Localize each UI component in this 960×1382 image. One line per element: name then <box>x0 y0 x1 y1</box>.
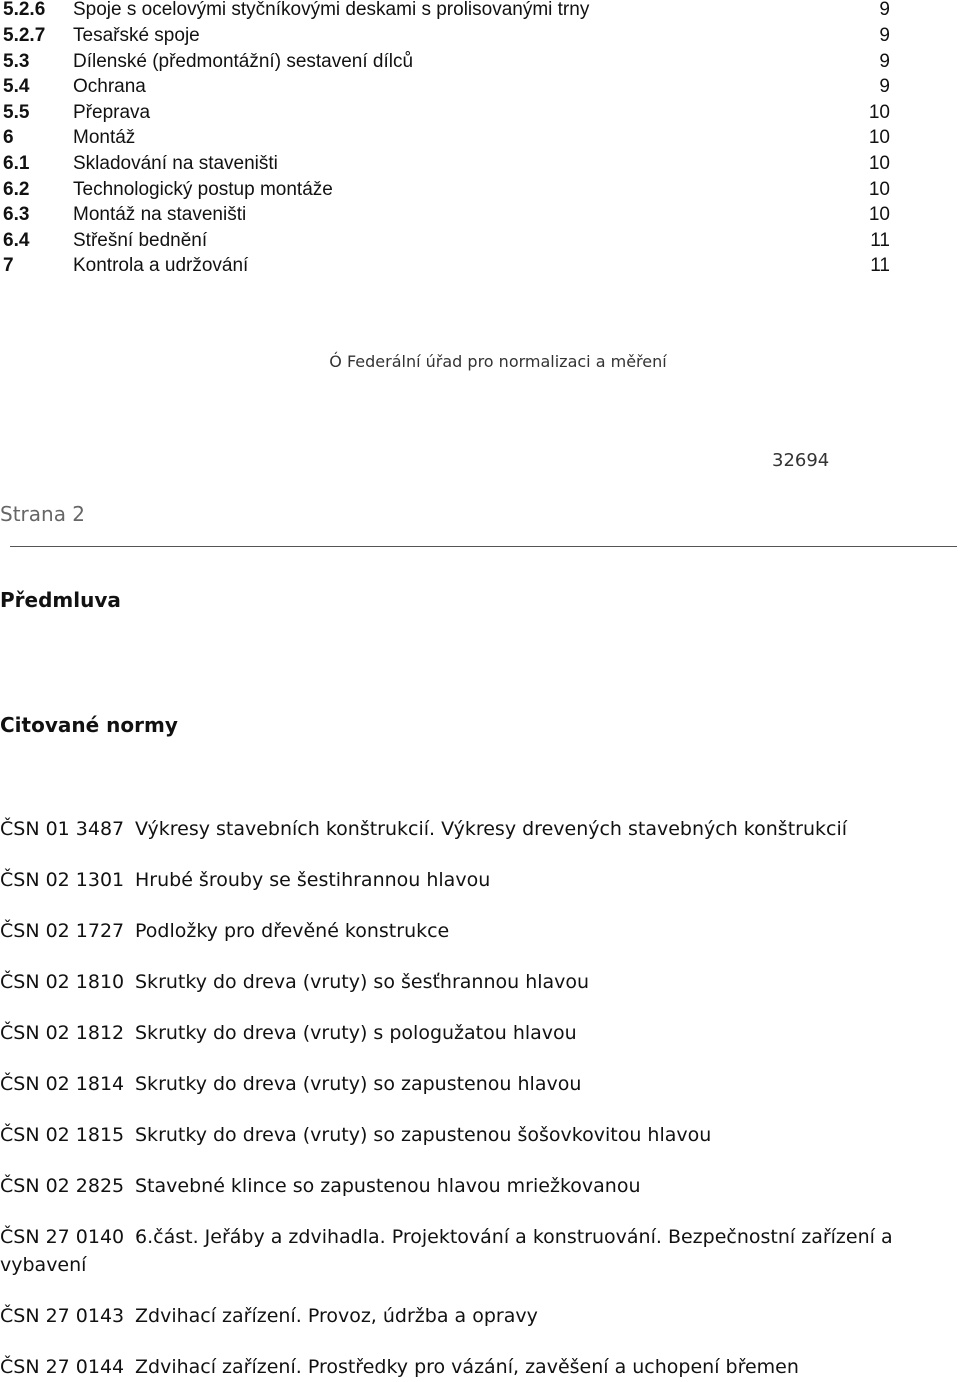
toc-row <box>0 125 960 151</box>
norm-code: ČSN 27 0144 <box>0 1356 125 1378</box>
norm-title: Skrutky do dreva (vruty) so šesťhrannou hlavou <box>135 971 590 993</box>
toc-title: Montáž na staveništi <box>73 204 247 225</box>
norm-code: ČSN 02 1814 <box>0 1073 125 1095</box>
norm-entry <box>0 1019 930 1047</box>
copyright-notice: Ó Federální úřad pro normalizaci a měření <box>329 352 667 371</box>
toc-number: 5.4 <box>3 76 30 97</box>
norm-entry <box>0 866 930 894</box>
toc-title: Kontrola a udržování <box>73 255 249 276</box>
toc-page: 9 <box>879 0 890 20</box>
toc-title: Montáž <box>73 127 136 148</box>
toc-title: Tesařské spoje <box>73 25 200 46</box>
toc-row <box>0 74 960 100</box>
norm-title: 6.část. Jeřáby a zdvihadla. Projektování a konstruování. Bezpečnostní zařízení a vybavení <box>0 1226 893 1276</box>
toc-title: Spoje s ocelovými styčníkovými deskami s prolisovanými trny <box>73 0 590 20</box>
toc-row <box>0 202 960 228</box>
norm-code: ČSN 27 0143 <box>0 1305 125 1327</box>
toc-title: Střešní bednění <box>73 230 208 251</box>
norm-code: ČSN 02 1810 <box>0 971 125 993</box>
norm-title: Skrutky do dreva (vruty) s pologužatou hlavou <box>135 1022 577 1044</box>
norm-title: Skrutky do dreva (vruty) so zapustenou hlavou <box>135 1073 582 1095</box>
toc-page: 10 <box>868 153 890 174</box>
toc-page: 11 <box>870 255 890 276</box>
norm-entry <box>0 1302 930 1330</box>
toc-row <box>0 49 960 75</box>
toc-title: Přeprava <box>73 102 151 123</box>
toc-number: 5.2.6 <box>3 0 46 20</box>
toc-number: 6.2 <box>3 179 30 200</box>
norm-code: ČSN 02 1301 <box>0 869 125 891</box>
toc-number: 6.1 <box>3 153 30 174</box>
page-number-label: Strana 2 <box>0 502 86 526</box>
norm-title: Skrutky do dreva (vruty) so zapustenou šošovkovitou hlavou <box>135 1124 712 1146</box>
toc-page: 10 <box>868 102 890 123</box>
toc-row <box>0 23 960 49</box>
norm-code: ČSN 02 2825 <box>0 1175 125 1197</box>
cited-norms-heading: Citované normy <box>0 713 178 737</box>
norm-entry <box>0 917 930 945</box>
page-divider <box>10 546 957 547</box>
toc-row <box>0 100 960 126</box>
toc-page: 9 <box>879 51 890 72</box>
norm-code: ČSN 01 3487 <box>0 818 125 840</box>
toc-title: Skladování na staveništi <box>73 153 278 174</box>
norm-title: Zdvihací zařízení. Provoz, údržba a opravy <box>135 1305 538 1327</box>
preface-heading: Předmluva <box>0 588 121 612</box>
toc-row <box>0 0 960 23</box>
toc-page: 10 <box>868 179 890 200</box>
toc-page: 11 <box>870 230 890 251</box>
norm-code: ČSN 02 1812 <box>0 1022 125 1044</box>
toc-number: 7 <box>3 255 14 276</box>
norm-title: Podložky pro dřevěné konstrukce <box>135 920 450 942</box>
norm-title: Stavebné klince so zapustenou hlavou mriežkovanou <box>135 1175 641 1197</box>
toc-row <box>0 228 960 254</box>
toc-number: 6.3 <box>3 204 30 225</box>
toc-number: 5.2.7 <box>3 25 46 46</box>
norm-entry <box>0 1172 930 1200</box>
norm-entry <box>0 1353 930 1381</box>
toc-row <box>0 177 960 203</box>
toc-number: 5.5 <box>3 102 30 123</box>
toc-title: Technologický postup montáže <box>73 179 333 200</box>
norm-entry <box>0 1223 930 1279</box>
norm-code: ČSN 02 1727 <box>0 920 125 942</box>
norm-code: ČSN 27 0140 <box>0 1226 125 1248</box>
toc-page: 10 <box>868 204 890 225</box>
toc-page: 9 <box>879 25 890 46</box>
toc-row <box>0 151 960 177</box>
toc-page: 9 <box>879 76 890 97</box>
document-number: 32694 <box>772 450 830 471</box>
norm-title: Zdvihací zařízení. Prostředky pro vázání, zavěšení a uchopení břemen <box>135 1356 799 1378</box>
norm-entry <box>0 1070 930 1098</box>
norm-title: Výkresy stavebních konštrukcií. Výkresy drevených stavebných konštrukcií <box>135 818 848 840</box>
toc-number: 6.4 <box>3 230 30 251</box>
norm-entry <box>0 815 930 843</box>
toc-page: 10 <box>868 127 890 148</box>
toc-number: 5.3 <box>3 51 30 72</box>
norm-entry <box>0 968 930 996</box>
norm-entry <box>0 1121 930 1149</box>
toc-number: 6 <box>3 127 14 148</box>
toc-title: Dílenské (předmontážní) sestavení dílců <box>73 51 414 72</box>
toc-title: Ochrana <box>73 76 146 97</box>
norm-code: ČSN 02 1815 <box>0 1124 125 1146</box>
toc-row <box>0 253 960 279</box>
norm-title: Hrubé šrouby se šestihrannou hlavou <box>135 869 491 891</box>
